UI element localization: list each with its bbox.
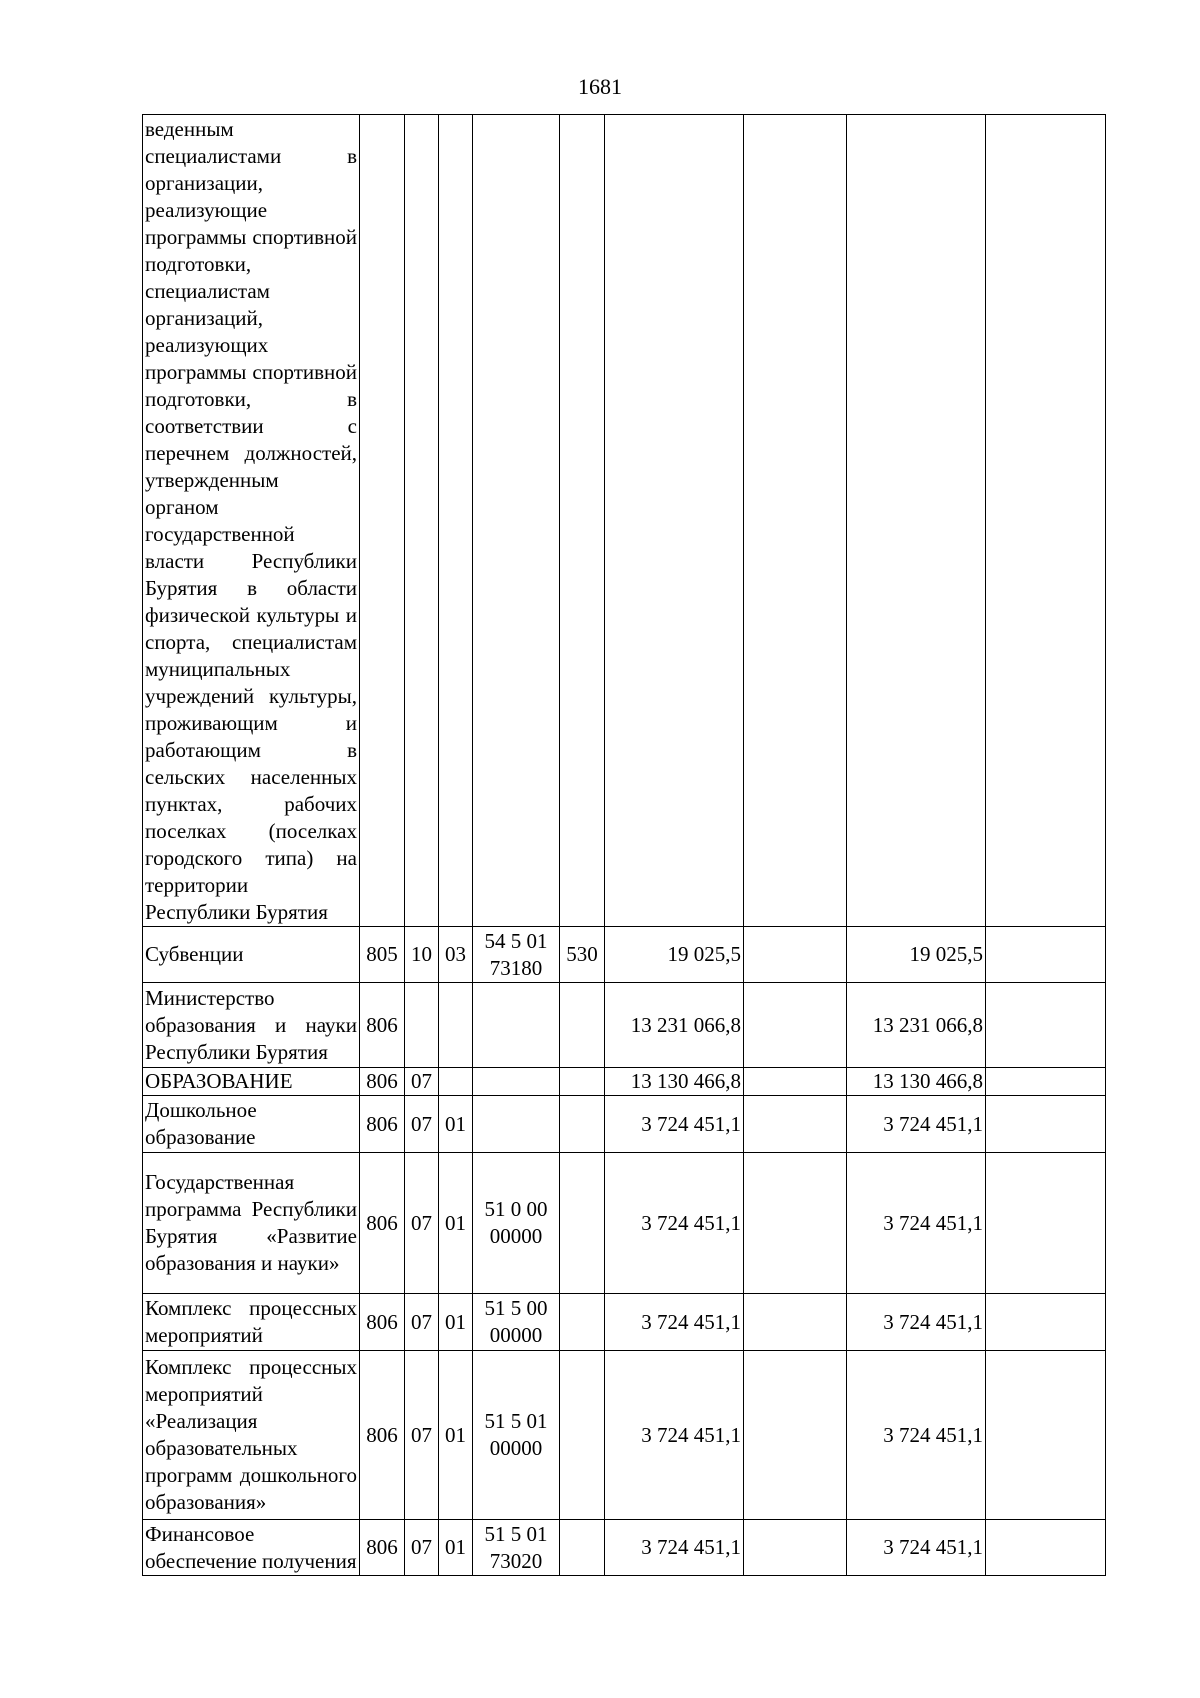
- cell-subsection: [439, 115, 473, 927]
- cell-amount-2: [744, 927, 847, 983]
- cell-amount-2: [744, 983, 847, 1068]
- cell-amount-1: 3 724 451,1: [605, 1096, 744, 1153]
- cell-amount-1: 13 130 466,8: [605, 1068, 744, 1096]
- row-name: Финансовое обеспечение получения: [143, 1520, 360, 1576]
- cell-ministry: 805: [360, 927, 405, 983]
- cell-target: [473, 927, 560, 983]
- cell-section: 07: [405, 1153, 439, 1294]
- cell-target-line2: 73180: [489, 955, 543, 980]
- cell-target: [473, 115, 560, 927]
- cell-expense-type: [560, 1520, 605, 1576]
- cell-subsection: 01: [439, 1351, 473, 1520]
- cell-amount-4: [986, 1351, 1106, 1520]
- cell-expense-type: [560, 115, 605, 927]
- cell-amount-2: [744, 1351, 847, 1520]
- cell-ministry: 806: [360, 983, 405, 1068]
- cell-ministry: 806: [360, 1520, 405, 1576]
- cell-amount-4: [986, 983, 1106, 1068]
- cell-amount-1: 3 724 451,1: [605, 1153, 744, 1294]
- cell-ministry: 806: [360, 1096, 405, 1153]
- cell-target-line1: 51 5 00: [484, 1296, 548, 1320]
- row-name: ОБРАЗОВАНИЕ: [143, 1068, 360, 1096]
- cell-target-line1: 54 5 01: [484, 928, 548, 953]
- cell-amount-1: 13 231 066,8: [605, 983, 744, 1068]
- cell-amount-2: [744, 1153, 847, 1294]
- cell-target: [473, 983, 560, 1068]
- cell-subsection: 01: [439, 1096, 473, 1153]
- cell-target-line1: 51 5 01: [484, 1521, 548, 1546]
- cell-target: [473, 1351, 560, 1520]
- row-name: веденным специалистами в организации, реализующие программы спортивной подготовки, специалистам организаций, реализующих программы спортивной подготовки, в соответствии с перечнем должностей, утвержденным органом государственной власти Республики Бурятия в области физической культуры и спорта, специалистам муниципальных учреждений культуры, проживающим и работающим в сельских населенных пунктах, рабочих поселках (поселках городского типа) на территории Республики Бурятия: [143, 115, 360, 927]
- cell-amount-4: [986, 1068, 1106, 1096]
- cell-amount-1: 3 724 451,1: [605, 1520, 744, 1576]
- cell-target: [473, 1153, 560, 1294]
- row-name: Комплекс процессных мероприятий «Реализация образовательных программ дошкольного образования»: [143, 1351, 360, 1520]
- cell-expense-type: [560, 1153, 605, 1294]
- cell-amount-4: [986, 927, 1106, 983]
- cell-target: [473, 1520, 560, 1576]
- cell-amount-1: [605, 115, 744, 927]
- cell-subsection: 01: [439, 1294, 473, 1351]
- cell-amount-3: 13 231 066,8: [847, 983, 986, 1068]
- cell-amount-4: [986, 1520, 1106, 1576]
- cell-amount-3: 13 130 466,8: [847, 1068, 986, 1096]
- cell-section: 07: [405, 1520, 439, 1576]
- table-row: [143, 1520, 1106, 1576]
- cell-expense-type: [560, 1351, 605, 1520]
- cell-amount-3: 3 724 451,1: [847, 1153, 986, 1294]
- row-name: Государственная программа Республики Бурятия «Развитие образования и науки»: [143, 1153, 360, 1294]
- cell-expense-type: [560, 983, 605, 1068]
- cell-section: 07: [405, 1351, 439, 1520]
- cell-amount-3: 3 724 451,1: [847, 1096, 986, 1153]
- cell-target: [473, 1096, 560, 1153]
- cell-section: [405, 115, 439, 927]
- cell-amount-4: [986, 1294, 1106, 1351]
- cell-target: [473, 1294, 560, 1351]
- row-name: Дошкольное образование: [143, 1096, 360, 1153]
- cell-target-line1: 51 0 00: [484, 1197, 548, 1221]
- cell-ministry: [360, 115, 405, 927]
- cell-subsection: [439, 1068, 473, 1096]
- cell-amount-2: [744, 1294, 847, 1351]
- cell-target-line2: 00000: [489, 1323, 543, 1347]
- cell-expense-type: [560, 1068, 605, 1096]
- cell-amount-4: [986, 1153, 1106, 1294]
- budget-table: [142, 114, 1106, 1576]
- cell-subsection: [439, 983, 473, 1068]
- row-name: Субвенции: [143, 927, 360, 983]
- cell-ministry: 806: [360, 1351, 405, 1520]
- cell-amount-1: 3 724 451,1: [605, 1294, 744, 1351]
- cell-target-line2: 00000: [489, 1436, 543, 1460]
- cell-subsection: 01: [439, 1153, 473, 1294]
- cell-ministry: 806: [360, 1294, 405, 1351]
- page-number: 1681: [578, 74, 622, 99]
- cell-amount-3: 3 724 451,1: [847, 1351, 986, 1520]
- table-row: [143, 1294, 1106, 1351]
- cell-subsection: 01: [439, 1520, 473, 1576]
- cell-section: 07: [405, 1096, 439, 1153]
- cell-amount-3: 19 025,5: [847, 927, 986, 983]
- table-row: [143, 1153, 1106, 1294]
- table-row: [143, 1068, 1106, 1096]
- table-row: [143, 927, 1106, 983]
- cell-expense-type: [560, 1294, 605, 1351]
- cell-amount-1: 19 025,5: [605, 927, 744, 983]
- row-name: Комплекс процессных мероприятий: [143, 1294, 360, 1351]
- cell-target-line2: 00000: [489, 1224, 543, 1248]
- cell-subsection: 03: [439, 927, 473, 983]
- table-row: [143, 1351, 1106, 1520]
- cell-amount-3: 3 724 451,1: [847, 1294, 986, 1351]
- cell-ministry: 806: [360, 1153, 405, 1294]
- cell-amount-2: [744, 1520, 847, 1576]
- cell-target-line2: 73020: [489, 1548, 543, 1573]
- cell-section: 07: [405, 1294, 439, 1351]
- cell-amount-3: 3 724 451,1: [847, 1520, 986, 1576]
- cell-amount-3: [847, 115, 986, 927]
- cell-amount-2: [744, 1096, 847, 1153]
- cell-amount-4: [986, 1096, 1106, 1153]
- cell-expense-type: [560, 1096, 605, 1153]
- table-row: [143, 115, 1106, 927]
- cell-amount-4: [986, 115, 1106, 927]
- table-row: [143, 1096, 1106, 1153]
- row-name: Министерство образования и науки Республики Бурятия: [143, 983, 360, 1068]
- table-row: [143, 983, 1106, 1068]
- cell-ministry: 806: [360, 1068, 405, 1096]
- cell-section: [405, 983, 439, 1068]
- cell-section: 07: [405, 1068, 439, 1096]
- cell-target: [473, 1068, 560, 1096]
- cell-expense-type: 530: [560, 927, 605, 983]
- cell-amount-2: [744, 115, 847, 927]
- cell-amount-1: 3 724 451,1: [605, 1351, 744, 1520]
- cell-target-line1: 51 5 01: [484, 1409, 548, 1433]
- cell-amount-2: [744, 1068, 847, 1096]
- cell-section: 10: [405, 927, 439, 983]
